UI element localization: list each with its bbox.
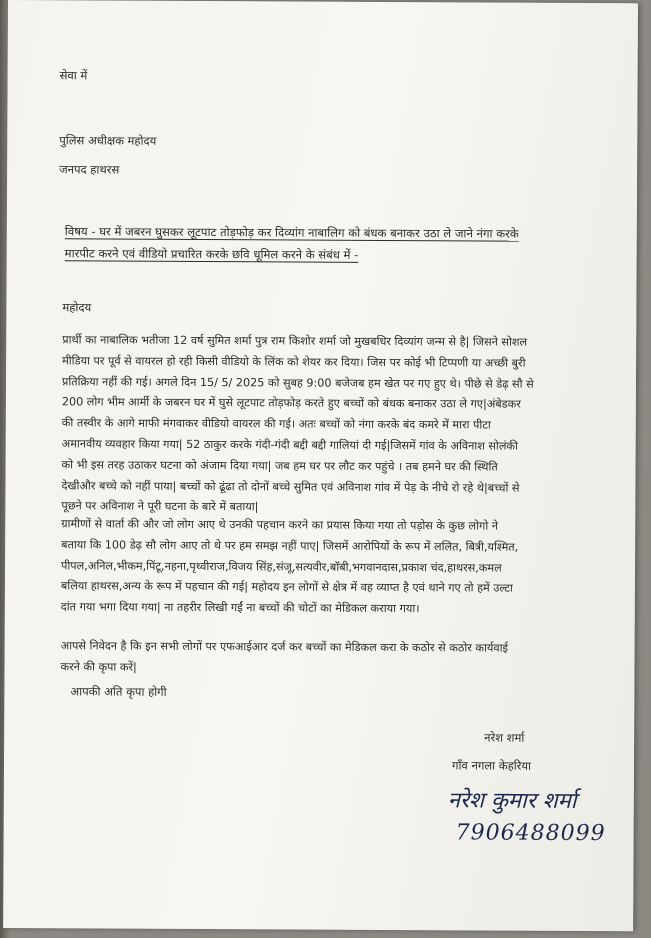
text-line: दांत गया भगा दिया गया| ना तहरीर लिखी गईं ना बच्चों की चोटों का मेडिकल कराया गया। [60, 600, 420, 616]
subject-line: मारपीट करने एवं वीडियो प्रचारित करके छवि धूमिल करने के संबंध में - [64, 246, 359, 262]
sender-village: गाँव नगला केहरिया [451, 758, 532, 773]
subject-block [65, 220, 519, 266]
text-line: अमानवीय व्यवहार किया गया| 52 ठाकुर करके गंदी-गंदी बद्दी बद्दी गालियां दी गई|जिसमें गांव के अविनाश सोलंकी [61, 437, 518, 453]
text-line: प्रार्थी का नाबालिक भतीजा 12 वर्ष सुमित शर्मा पुत्र राम किशोर शर्मा जो मुखबधिर दिव्यांग जन्म से है| जिसने सोशल [62, 333, 528, 349]
text-line: आपसे निवेदन है कि इन सभी लोगों पर एफआईआर दर्ज कर बच्चों का मेडिकल करा के कठोर से कठोर कार्यवाई [60, 639, 509, 655]
greeting: महोदय [62, 300, 92, 315]
closing: आपकी अति कृपा होगी [70, 684, 167, 699]
text-line: प्रतिक्रिया नहीं की गई। अगले दिन 15/ 5/ 2025 को सुबह 9:00 बजेजब हम खेत पर गए हुए थे। पीछे से डेढ़ सौ से [61, 374, 534, 391]
paragraph-2 [61, 514, 519, 620]
text-line: 200 लोग भीम आर्मी के जबरन घर में घुसे लूटपाट तोड़फोड़ करते हुए बच्चों को बंधक बनाकर उठा ले गए|अंबेडकर [61, 395, 521, 412]
letter-paper [3, 0, 638, 931]
text-line: देखीऔर बच्चे को नहीं पाया| बच्चों को ढूंढा तो दोनों बच्चे सुमित एवं अविनाश गांव में पेड़ के नीचे रो रहे थे|बच्चों से [61, 478, 520, 495]
text-line: पीपल,अनिल,भीकम,पिंटू,नहना,पृथ्वीराज,विजय सिंह,संजू,सत्यवीर,बॉबी,भगवानदास,प्रकाश चंद,हाथरस,कमल [61, 558, 502, 575]
text-line: पूछने पर अविनाश ने पूरी घटना के बारे में बताया| [61, 499, 259, 514]
text-line: की तस्वीर के आगे माफी मंगवाकर वीडियो वायरल की गई। अतः बच्चों को नंगा करके बंद कमरे में मारा पीटा [61, 416, 491, 432]
text-line: मीडिया पर पूर्व से वायरल हो रही किसी वीडियो के लिंक को शेयर कर दिया। जिस पर कोई भी टिप्पणी या अच्छी बुरी [62, 354, 526, 370]
sender-name: नरेश शर्मा [484, 730, 525, 745]
recipient-title: पुलिस अधीक्षक महोदय [59, 133, 157, 148]
salutation: सेवा में [59, 68, 88, 83]
text-line: करने की कृपा करें| [60, 660, 137, 674]
paragraph-3 [60, 636, 508, 680]
text-line: बलिया हाथरस,अन्य के रूप में पहचान की गई| महोदय इन लोगों से क्षेत्र में वह व्याप्त है एवं थाने गए तो हमें उल्टा [60, 579, 513, 596]
paragraph-1 [61, 330, 534, 520]
recipient-place: जनपद हाथरस [59, 162, 120, 177]
text-line: ग्रामीणों से वार्ता की और जो लोग आए थे उनकी पहचान करने का प्रयास किया गया तो पड़ोस के कुछ लोगो ने [61, 517, 499, 533]
handwritten-signature: नरेश कुमार शर्मा [447, 788, 577, 814]
text-line: को भी इस तरह उठाकर घटना को अंजाम दिया गया| जब हम घर पर लौट कर पहुंचे । तब हमने घर की स्थिति [61, 458, 498, 474]
subject-line: विषय - घर में जबरन घुसकर लूटपाट तोड़फोड़ कर दिव्यांग नाबालिग को बंधक बनाकर उठा ले जाने नंगा करके [64, 224, 519, 241]
text-line: बताया कि 100 डेढ़ सौ लोग आए तो थे पर हम समझ नहीं पाए| जिसमें आरोपियों के रूप में ललित, बित्री,यश्मित, [61, 538, 519, 554]
handwritten-phone-number: 7906488099 [455, 820, 606, 847]
